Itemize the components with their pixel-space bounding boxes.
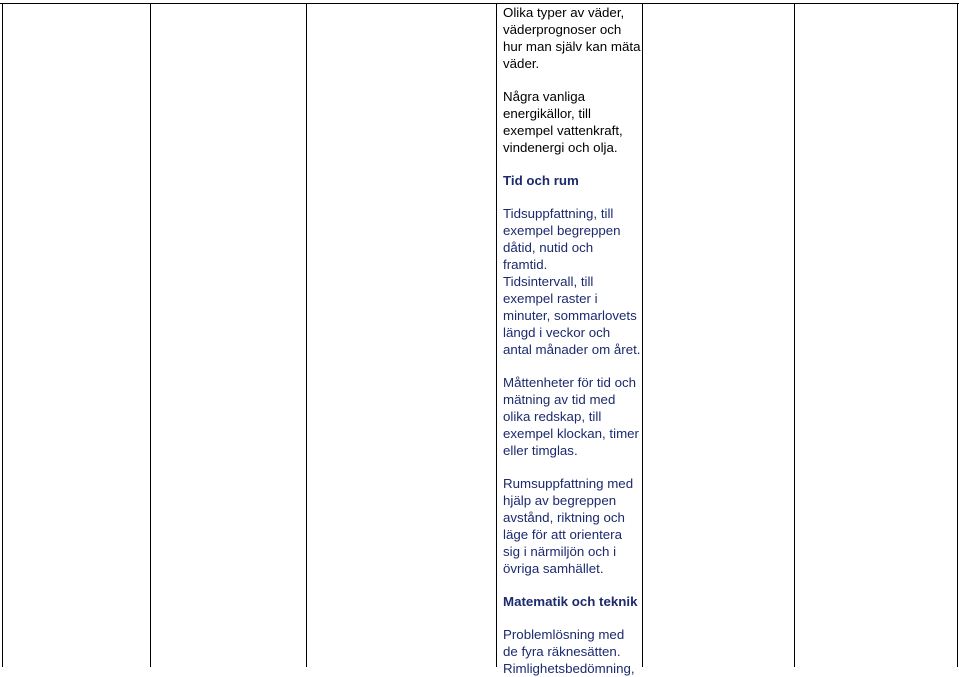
paragraph: Tidsintervall, till exempel raster i minuter, sommarlovets längd i veckor och antal månader om året. [503, 274, 641, 357]
table-column-border [794, 3, 795, 667]
table-column-border [957, 3, 958, 667]
table-column-border [150, 3, 151, 667]
table-column-border [306, 3, 307, 667]
paragraph: Tidsuppfattning, till exempel begreppen dåtid, nutid och framtid. [503, 206, 621, 272]
paragraph: Några vanliga energikällor, till exempel vattenkraft, vindenergi och olja. [503, 89, 623, 155]
paragraph: Rumsuppfattning med hjälp av begreppen avstånd, riktning och läge för att orientera sig i närmiljön och i övriga samhället. [503, 476, 634, 576]
paragraph: Rimlighetsbedömning, [503, 661, 635, 676]
table-cell-curriculum [503, 4, 641, 677]
section-heading: Matematik och teknik [503, 594, 638, 609]
section-heading: Tid och rum [503, 173, 579, 188]
table-top-border [0, 3, 959, 4]
paragraph: Olika typer av väder, väderprognoser och hur man själv kan mäta väder. [503, 5, 641, 71]
table-column-border [2, 3, 3, 667]
paragraph: Måttenheter för tid och mätning av tid med olika redskap, till exempel klockan, timer eller timglas. [503, 375, 639, 458]
table-column-border [642, 3, 643, 667]
paragraph: Problemlösning med de fyra räknesätten. [503, 627, 625, 659]
table-column-border [496, 3, 497, 667]
